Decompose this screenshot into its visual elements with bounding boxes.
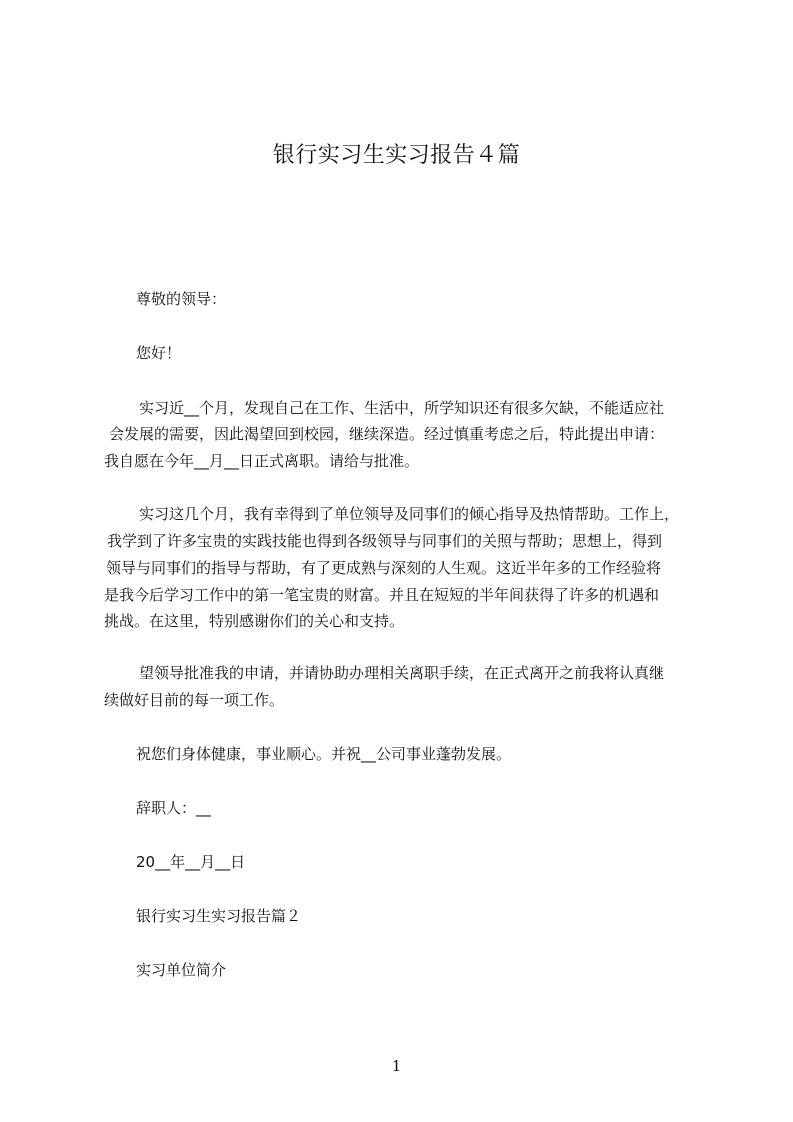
paragraph-2-line-5: 挑战。在这里，特别感谢你们的关心和支持。	[104, 612, 405, 630]
paragraph-1-line-3: 我自愿在今年__月__日正式离职。请给与批准。	[104, 452, 420, 470]
greeting: 您好！	[136, 344, 182, 362]
paragraph-2-line-2: 我学到了许多宝贵的实践技能也得到各级领导与同事们的关照与帮助；思想上，得到	[107, 532, 663, 550]
paragraph-2-line-4: 是我今后学习工作中的第一笔宝贵的财富。并且在短短的半年间获得了许多的机遇和	[104, 586, 660, 604]
paragraph-1-line-1: 实习近__个月，发现自己在工作、生活中，所学知识还有很多欠缺，不能适应社	[139, 399, 665, 417]
document-title: 银行实习生实习报告４篇	[272, 143, 521, 168]
salutation: 尊敬的领导：	[136, 290, 227, 308]
closing-blessing: 祝您们身体健康，事业顺心。并祝__公司事业蓬勃发展。	[136, 745, 512, 763]
paragraph-3-line-1: 望领导批准我的申请，并请协助办理相关离职手续，在正式离开之前我将认真继	[139, 664, 665, 682]
subsection-heading: 实习单位简介	[136, 961, 227, 979]
signature-line: 辞职人：__	[136, 799, 212, 817]
paragraph-3-line-2: 续做好目前的每一项工作。	[104, 691, 285, 709]
paragraph-2-line-1: 实习这几个月，我有幸得到了单位领导及同事们的倾心指导及热情帮助。工作上，	[139, 505, 680, 523]
date-line: 20__年__月__日	[136, 853, 246, 871]
paragraph-2-line-3: 领导与同事们的指导与帮助，有了更成熟与深刻的人生观。这近半年多的工作经验将	[106, 559, 662, 577]
section-heading: 银行实习生实习报告篇２	[136, 907, 302, 925]
paragraph-1-line-2: 会发展的需要，因此渴望回到校园，继续深造。经过慎重考虑之后，特此提出申请：	[109, 425, 665, 443]
page-number: 1	[391, 1057, 402, 1075]
